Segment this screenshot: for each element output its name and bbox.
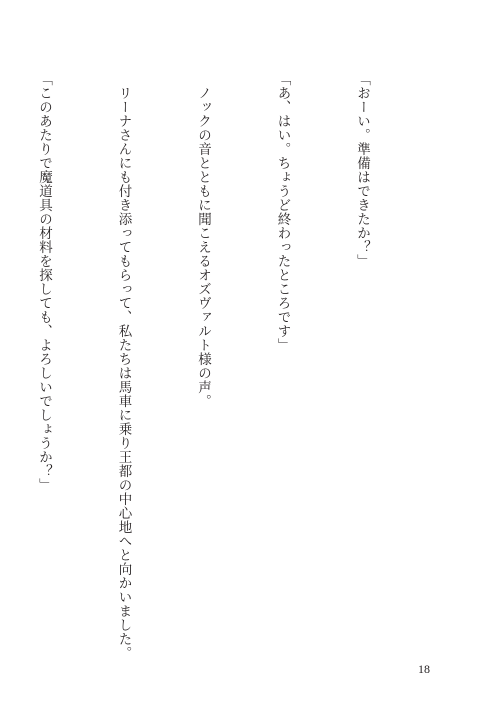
text-line: 「おーい。準備はできたか？」 (354, 72, 370, 268)
text-line: 「このあたりで魔道具の材料を探しても、よろしいでしょうか？」 (36, 72, 52, 492)
vertical-text-body (0, 72, 428, 672)
text-line: リーナさんにも付き添ってもらって、私たちは馬車に乗り王都の中心地へと向かいました。 (115, 72, 132, 660)
text-line: ノックの音とともに聞こえるオズヴァルト様の声。 (195, 72, 211, 408)
text-line: 「あ、はい。ちょうど終わったところです」 (274, 72, 291, 352)
page-number: 18 (418, 662, 430, 676)
